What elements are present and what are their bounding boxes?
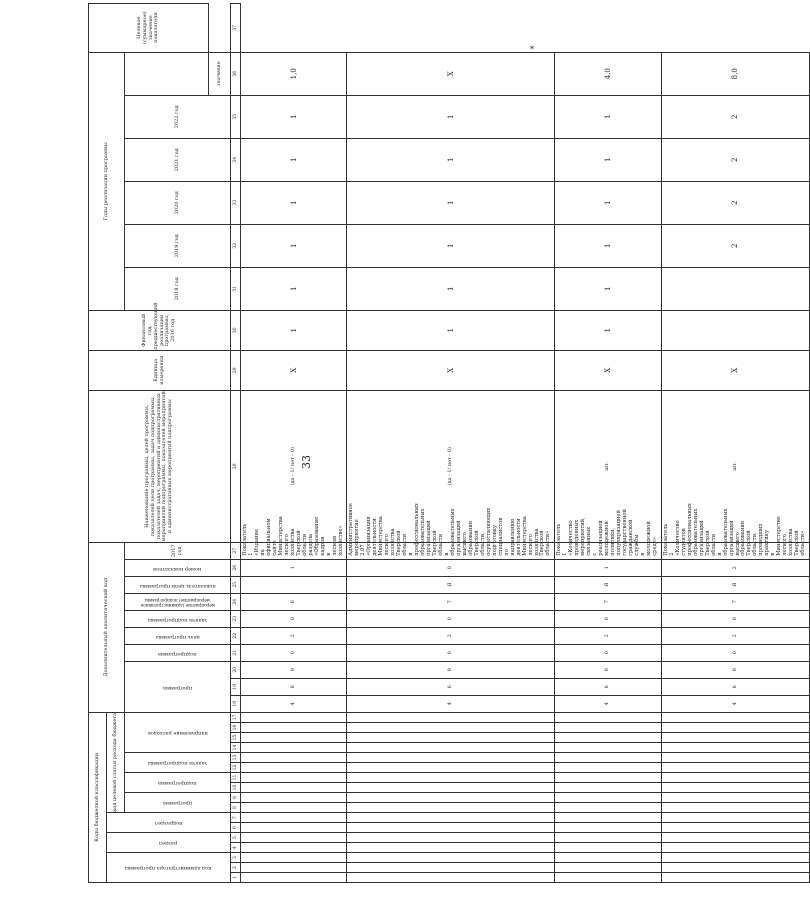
col-num: 14 [231, 743, 241, 753]
row-year-value: 1 [347, 310, 555, 350]
table-cell [241, 813, 347, 823]
code-cell: 2 [555, 627, 661, 644]
table-cell [555, 723, 661, 733]
table-cell [661, 763, 809, 773]
table-cell [347, 843, 555, 853]
code-cell: Я [347, 576, 555, 593]
row-base: X [347, 350, 555, 390]
target-item-header: код целевой статьи расхода бюджета [107, 712, 125, 812]
col-num: 7 [231, 813, 241, 823]
col-num: 29 [231, 350, 241, 390]
row-target: 8,0 [661, 52, 809, 95]
rotated-page [88, 11, 807, 883]
col-num: 37 [231, 3, 241, 52]
fin-year-header: Финансовый год, предшествующий реализации программы, 2016 год [89, 310, 231, 350]
code-cell: 4 [241, 695, 347, 712]
table-cell [347, 873, 555, 883]
task-header: задача подпрограммы [125, 753, 231, 773]
table-cell [661, 843, 809, 853]
code-cell: 7 [347, 593, 555, 610]
col-num: 36 [231, 52, 241, 95]
row-year-value: 1 [347, 95, 555, 138]
row-year-value: 1 [347, 138, 555, 181]
table-cell [347, 733, 555, 743]
table-cell [347, 823, 555, 833]
year-header-2022: 2022 год [125, 95, 231, 138]
code-cell: 9 [555, 661, 661, 678]
row-year-value: 1 [241, 267, 347, 310]
section-header: раздел [107, 833, 231, 853]
code-cell: 2 [661, 627, 809, 644]
code-cell: 4 [347, 695, 555, 712]
table-cell [555, 863, 661, 873]
row-target: 1,0 [241, 52, 347, 95]
table-cell [241, 863, 347, 873]
table-cell [241, 763, 347, 773]
code-cell: 0 [347, 644, 555, 661]
row-unit: шт. [661, 390, 809, 542]
header-row-1 [89, 3, 107, 882]
add-col-task: задача подпрограммы [125, 610, 231, 627]
row-name: Показатель 1 «Количество проведенных мероприятий, связанных с реализацией молодежной политики, популяризацией государственной гражданской службы в молодежной среде» [555, 542, 661, 559]
subprogram-header: подпрограмма [125, 773, 231, 793]
row-unit: (да - 1/ нет - 0) [347, 390, 555, 542]
table-cell [661, 793, 809, 803]
program-header: программа [125, 793, 231, 813]
table-cell [661, 753, 809, 763]
col-num: 8 [231, 803, 241, 813]
table-cell [555, 843, 661, 853]
col-num: 23 [231, 610, 241, 627]
table-cell [241, 753, 347, 763]
row-name: Показатель 1 «Издание на официальном сайте Министерства лесного хозяйства Тверской области раздела «Образование кадров в лесном хозяйстве» [241, 542, 347, 559]
col-num: 6 [231, 823, 241, 833]
table-cell [347, 833, 555, 843]
table-row [241, 3, 347, 882]
table-cell [241, 712, 347, 722]
code-cell: Я [661, 576, 809, 593]
col-num: 34 [231, 138, 241, 181]
table-row [347, 3, 555, 882]
table-cell [347, 743, 555, 753]
code-cell: 7 [661, 593, 809, 610]
table-cell [661, 743, 809, 753]
code-cell: Я [555, 576, 661, 593]
row-year-value: 1 [241, 138, 347, 181]
col-num: 5 [231, 833, 241, 843]
table-cell [241, 773, 347, 783]
table-cell [661, 773, 809, 783]
table-cell [661, 823, 809, 833]
table-cell [347, 783, 555, 793]
table-cell [661, 733, 809, 743]
stray-mark: * [530, 45, 534, 54]
year-header-2017: 2017 год [125, 542, 231, 559]
code-cell: 0 [241, 644, 347, 661]
code-cell: 7 [555, 593, 661, 610]
code-cell: 9 [347, 661, 555, 678]
code-cell [241, 576, 347, 593]
table-cell [661, 783, 809, 793]
col-num: 19 [231, 678, 241, 695]
code-cell: 9 [241, 661, 347, 678]
row-year-value: 1 [555, 224, 661, 267]
add-col-number: номер показателя [125, 559, 231, 576]
add-col-program: программа [125, 661, 231, 712]
target-value-header: значение [209, 52, 231, 95]
table-cell [555, 733, 661, 743]
table-cell [661, 833, 809, 843]
add-col-indicator: показатель цели программы [125, 576, 231, 593]
code-cell: 9 [661, 661, 809, 678]
code-cell: 4 [661, 695, 809, 712]
col-num: 31 [231, 267, 241, 310]
code-cell: 4 [555, 695, 661, 712]
row-year-value: 1 [555, 138, 661, 181]
name-header: Наименование программы, целей программы, показателей цели программы, задач подпрограммы, показателей задач, мероприятий и административных мероприятий подпрограммы, показателей мероприятий и административных мероприятий подпрограммы [89, 390, 231, 542]
table-cell [347, 793, 555, 803]
row-year-value: 1 [555, 181, 661, 224]
additional-code-header: Дополнительный аналитический код [89, 542, 125, 712]
row-base: X [555, 350, 661, 390]
col-num: 18 [231, 695, 241, 712]
table-row [661, 3, 809, 882]
table-cell [347, 763, 555, 773]
code-cell: 6 [555, 678, 661, 695]
table-cell [555, 803, 661, 813]
direction-header: направление расходов [125, 712, 231, 752]
col-num: 2 [231, 863, 241, 873]
code-cell: 1 [241, 559, 347, 576]
code-cell: 6 [347, 678, 555, 695]
table-cell [555, 873, 661, 883]
code-cell: 0 [661, 610, 809, 627]
row-year-value: 1 [347, 267, 555, 310]
table-cell [241, 823, 347, 833]
row-year-value [661, 267, 809, 310]
col-num: 21 [231, 644, 241, 661]
row-year-value: 2 [661, 95, 809, 138]
table-cell [555, 793, 661, 803]
code-cell: 1 [555, 559, 661, 576]
row-year-value: 1 [241, 224, 347, 267]
table-cell [661, 873, 809, 883]
table-cell [555, 753, 661, 763]
unit-header: Единица измерения [89, 350, 231, 390]
row-year-value: 1 [555, 310, 661, 350]
year-header-2021: 2021 год [125, 138, 231, 181]
row-name: Административное мероприятие 2.07 «Организация деятельности Министерства лесного хозяйства Тверской области и профессиональных образовательных организаций Тверской области и образовательных организаций высшего образования Тверской области, осуществляющих подготовку специалистов по направлению деятельности Министерства лесного хозяйства Тверской области» [347, 542, 555, 559]
col-num: 1 [231, 873, 241, 883]
add-col-subprogram: подпрограмма [125, 644, 231, 661]
row-year-value: 1 [347, 181, 555, 224]
col-num: 15 [231, 733, 241, 743]
row-year-value [661, 310, 809, 350]
row-target: 4,0 [555, 52, 661, 95]
budget-codes-header: Коды бюджетной классификации [89, 712, 107, 882]
code-cell: 6 [241, 593, 347, 610]
table-cell [347, 853, 555, 863]
row-unit: (да - 1/ нет - 0) [241, 390, 347, 542]
table-cell [241, 843, 347, 853]
table-cell [241, 783, 347, 793]
col-num: 33 [231, 181, 241, 224]
table-cell [555, 853, 661, 863]
code-cell: 0 [555, 644, 661, 661]
row-target: X [347, 52, 555, 95]
code-cell: 2 [661, 559, 809, 576]
table-cell [661, 712, 809, 722]
table-cell [241, 723, 347, 733]
col-num: 12 [231, 763, 241, 773]
col-num: 22 [231, 627, 241, 644]
row-year-value: 2 [661, 224, 809, 267]
table-cell [241, 793, 347, 803]
table-cell [241, 853, 347, 863]
table-cell [555, 823, 661, 833]
table-row [555, 3, 661, 882]
table-cell [241, 803, 347, 813]
col-num: 32 [231, 224, 241, 267]
table-cell [347, 863, 555, 873]
table-cell [661, 723, 809, 733]
code-cell: 6 [661, 678, 809, 695]
subsection-header: подраздел [107, 813, 231, 833]
row-year-value: 1 [555, 267, 661, 310]
row-year-value: 1 [241, 95, 347, 138]
code-cell: 2 [241, 627, 347, 644]
row-year-value: 1 [555, 95, 661, 138]
table-cell [555, 773, 661, 783]
col-num: 35 [231, 95, 241, 138]
page-number: 33 [300, 455, 313, 469]
col-num: 17 [231, 712, 241, 722]
table-cell [347, 803, 555, 813]
code-cell: 2 [347, 627, 555, 644]
year-header-2018: 2018 год [125, 267, 231, 310]
add-col-goal: цель программы [125, 627, 231, 644]
table-cell [555, 783, 661, 793]
table-cell [241, 833, 347, 843]
table-cell [347, 712, 555, 722]
table-cell [555, 763, 661, 773]
table-cell [661, 863, 809, 873]
admin-code-header: код администратора программы [107, 853, 231, 883]
table-cell [661, 853, 809, 863]
col-num: 10 [231, 783, 241, 793]
col-num: 20 [231, 661, 241, 678]
row-year-value: 1 [241, 310, 347, 350]
program-table [88, 3, 810, 883]
col-num: 30 [231, 310, 241, 350]
table-cell [555, 743, 661, 753]
table-cell [241, 873, 347, 883]
year-header-2020: 2020 год [125, 181, 231, 224]
year-header-2019: 2019 год [125, 224, 231, 267]
table-cell [347, 723, 555, 733]
table-cell [555, 813, 661, 823]
table-wrapper [88, 11, 807, 883]
col-num: 16 [231, 723, 241, 733]
table-cell [347, 813, 555, 823]
table-cell [347, 773, 555, 783]
code-cell: 0 [555, 610, 661, 627]
code-cell: 0 [241, 610, 347, 627]
table-cell [241, 733, 347, 743]
row-base: X [241, 350, 347, 390]
column-numbers-row [231, 3, 241, 882]
col-num: 11 [231, 773, 241, 783]
col-num: 25 [231, 576, 241, 593]
table-cell [661, 803, 809, 813]
table-cell [347, 753, 555, 763]
target-header: Целевое (суммарное) значение показателя [89, 3, 209, 52]
col-num: 28 [231, 390, 241, 542]
code-cell: 0 [347, 610, 555, 627]
row-year-value: 1 [347, 224, 555, 267]
col-num: 3 [231, 853, 241, 863]
code-cell: 0 [661, 644, 809, 661]
col-num: 26 [231, 559, 241, 576]
col-num: 27 [231, 542, 241, 559]
add-col-event: мероприятие (административное мероприятие) подпрограммы [125, 593, 231, 610]
col-num: 24 [231, 593, 241, 610]
years-header: Годы реализации программы [89, 52, 125, 310]
code-cell: 0 [347, 559, 555, 576]
row-unit: шт. [555, 390, 661, 542]
table-cell [555, 833, 661, 843]
col-num: 13 [231, 753, 241, 763]
table-cell [241, 743, 347, 753]
row-name: Показатель 2 «Количество студентов профессиональных образовательных организаций Тверской области и образовательных организаций высшего образования Тверской области, прошедших практику в Министерстве лесного хозяйства Тверской области» [661, 542, 809, 559]
code-cell: 6 [241, 678, 347, 695]
col-num: 9 [231, 793, 241, 803]
table-cell [661, 813, 809, 823]
table-cell [555, 712, 661, 722]
row-year-value: 1 [241, 181, 347, 224]
row-year-value: 2 [661, 138, 809, 181]
col-num: 4 [231, 843, 241, 853]
row-base: X [661, 350, 809, 390]
row-year-value: 2 [661, 181, 809, 224]
